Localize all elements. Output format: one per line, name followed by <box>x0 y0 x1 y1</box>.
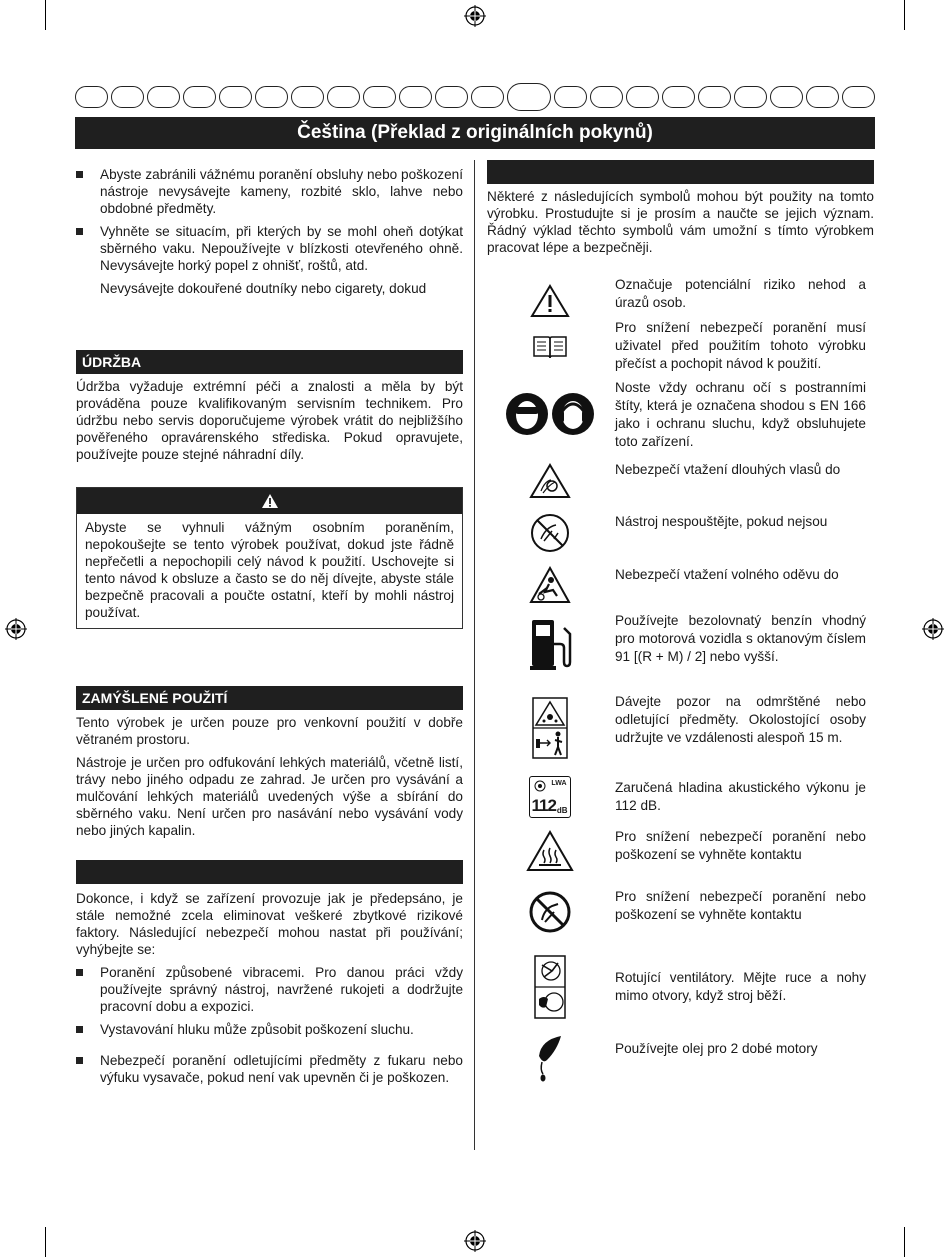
list-item <box>76 166 463 217</box>
language-tab <box>399 86 432 108</box>
language-tab <box>75 86 108 108</box>
symbol-description: Používejte bezolovnatý benzín vhodný pro motorová vozidla s oktanovým číslem 91 [(R + M) / 2] nebo vyšší. <box>615 613 866 664</box>
thrown-objects-icon <box>532 697 568 759</box>
list-item-text: Vystavování hluku může způsobit poškození sluchu. <box>100 1022 414 1037</box>
symbol-row <box>487 776 874 826</box>
symbol-row <box>487 566 874 606</box>
symbol-description: Nebezpečí vtažení volného oděvu do <box>615 567 839 582</box>
section-heading-symbols <box>487 160 874 184</box>
language-tab <box>770 86 803 108</box>
language-tab <box>590 86 623 108</box>
sound-label: LWA <box>551 780 567 787</box>
symbol-row <box>487 612 874 688</box>
residual-risks-text <box>76 890 463 1092</box>
registration-mark-icon <box>464 1230 486 1252</box>
list-item-text: Abyste zabránili vážnému poranění obsluhy nebo poškození nástroje nevysávejte kameny, rozbité sklo, lahve nebo obdobné předměty. <box>100 167 463 216</box>
language-tab <box>471 86 504 108</box>
rotating-fan-icon <box>534 955 566 1019</box>
paragraph: Dokonce, i když se zařízení provozuje jak je předepsáno, je stále nemožné zcela eliminovat veškeré zbytkové rizikové faktory. Následující nebezpečí mohou nastat při používání; vyhýbejte se: <box>76 891 463 957</box>
language-tab <box>806 86 839 108</box>
language-tab <box>662 86 695 108</box>
language-tab <box>291 86 324 108</box>
symbol-row <box>487 319 874 375</box>
crop-mark <box>45 1227 46 1257</box>
language-tabs <box>75 84 875 110</box>
symbol-description: Používejte olej pro 2 dobé motory <box>615 1041 818 1056</box>
symbol-description: Noste vždy ochranu očí s postranními štíty, která je označena shodou s EN 166 jako i ochranu sluchu, když obsluhujete toto zařízení. <box>615 380 866 449</box>
symbol-description: Dávejte pozor na odmrštěné nebo odletující předměty. Okolostojící osoby udržujte ve vzdálenosti alespoň 15 m. <box>615 694 866 745</box>
language-tab <box>363 86 396 108</box>
symbol-row <box>487 888 874 938</box>
fuel-pump-icon <box>528 616 572 672</box>
hot-surface-icon <box>526 830 574 872</box>
symbol-description: Zaručená hladina akustického výkonu je 112 dB. <box>615 780 866 813</box>
section-heading-residual-risks <box>76 860 463 884</box>
language-tab <box>435 86 468 108</box>
symbol-description: Označuje potenciální riziko nehod a úrazů osob. <box>615 277 866 310</box>
language-tab <box>554 86 587 108</box>
symbol-row <box>487 513 874 557</box>
symbol-row <box>487 693 874 769</box>
eye-ear-protection-icon <box>505 391 595 437</box>
sound-power-icon <box>529 776 571 818</box>
symbol-row <box>487 461 874 501</box>
paragraph: Některé z následujících symbolů mohou být použity na tomto výrobku. Prostudujte si je prosím a naučte se jejich význam. Řádný výklad těchto symbolů vám umožní s tímto výrobkem pracovat lépe a bezpečněji. <box>487 189 874 255</box>
list-item-text: Poranění způsobené vibracemi. Pro danou práci vždy používejte správný nástroj, navržené rukojeti a dodržujte pracovní dobu a expozici. <box>100 965 463 1014</box>
section-heading-maintenance: ÚDRŽBA <box>76 350 463 374</box>
warning-header <box>77 488 462 514</box>
symbol-description: Rotující ventilátory. Mějte ruce a nohy mimo otvory, když stroj běží. <box>615 970 866 1003</box>
intro-section <box>76 166 463 303</box>
symbol-row <box>487 828 874 878</box>
symbol-row <box>487 276 874 316</box>
symbols-intro <box>487 188 874 262</box>
symbol-row <box>487 1034 874 1084</box>
warning-box <box>76 487 463 629</box>
speaker-icon <box>533 780 547 792</box>
no-touch-icon <box>528 890 572 934</box>
registration-mark-icon <box>464 5 486 27</box>
language-tab <box>698 86 731 108</box>
list-item <box>76 223 463 274</box>
registration-mark-icon <box>5 618 27 640</box>
language-tab <box>219 86 252 108</box>
language-tab <box>734 86 767 108</box>
sound-unit: dB <box>556 806 568 815</box>
symbol-description: Pro snížení nebezpečí poranění nebo poškození se vyhněte kontaktu <box>615 829 866 862</box>
symbol-description: Nebezpečí vtažení dlouhých vlasů do <box>615 462 841 477</box>
clothing-entanglement-icon <box>529 566 571 604</box>
oil-drop-icon <box>535 1034 565 1084</box>
list-item-text: Vyhněte se situacím, při kterých by se mohl oheň dotýkat sběrného vaku. Nepoužívejte v blízkosti otevřeného ohně. Nevysávejte horký popel z ohnišť, roštů, atd. <box>100 224 463 273</box>
no-start-icon <box>530 513 570 553</box>
column-divider <box>474 160 475 1150</box>
paragraph: Nástroje je určen pro odfukování lehkých materiálů, včetně listí, trávy nebo jiného odpadu ze zahrad. Je určen pro vysávání a mulčování lehkých materiálů uvedených výše a sbírání do sběrného vaku. Není určen pro nasávání nebo vysávání vody nebo jiných kapalin. <box>76 755 463 838</box>
language-tab <box>626 86 659 108</box>
intended-use-text <box>76 714 463 845</box>
language-tab <box>147 86 180 108</box>
page-title: Čeština (Překlad z originálních pokynů) <box>75 117 875 149</box>
hair-entanglement-icon <box>529 463 571 499</box>
warning-triangle-icon <box>530 284 570 318</box>
registration-mark-icon <box>922 618 944 640</box>
symbol-description: Pro snížení nebezpečí poranění nebo poškození se vyhněte kontaktu <box>615 889 866 922</box>
symbol-description: Nástroj nespouštějte, pokud nejsou <box>615 514 828 529</box>
language-tab <box>255 86 288 108</box>
crop-mark <box>904 0 905 30</box>
list-item <box>76 1021 463 1038</box>
sound-value: 112 <box>531 796 556 815</box>
language-tab <box>327 86 360 108</box>
section-heading-intended-use: ZAMÝŠLENÉ POUŽITÍ <box>76 686 463 710</box>
language-tab <box>183 86 216 108</box>
language-tab <box>111 86 144 108</box>
paragraph: Údržba vyžaduje extrémní péči a znalosti a měla by být prováděna pouze kvalifikovaným servisním technikem. Pro údržbu nebo servis doporučujeme výrobek vrátit do nejbližšího pověřeného opravárenského střediska. Pokud opravujete, používejte pouze stejné náhradní díly. <box>76 379 463 462</box>
maintenance-text <box>76 378 463 469</box>
symbol-row <box>487 955 874 1021</box>
language-tab <box>842 86 875 108</box>
list-item <box>76 1052 463 1086</box>
symbol-description: Pro snížení nebezpečí poranění musí uživatel před použitím tohoto výrobku přečíst a pochopit návod k použití. <box>615 320 866 371</box>
crop-mark <box>904 1227 905 1257</box>
paragraph: Tento výrobek je určen pouze pro venkovní použití v dobře větraném prostoru. <box>76 715 463 747</box>
manual-book-icon <box>532 334 568 360</box>
language-tab-active <box>507 83 551 111</box>
warning-triangle-icon <box>261 493 279 509</box>
crop-mark <box>45 0 46 30</box>
list-item <box>76 964 463 1015</box>
list-item-text: Nebezpečí poranění odletujícími předměty z fukaru nebo výfuku vysavače, pokud není vak upevněn či je poškozen. <box>100 1053 463 1085</box>
symbol-row <box>487 379 874 453</box>
list-item-continuation: Nevysávejte dokouřené doutníky nebo cigarety, dokud <box>100 281 427 296</box>
warning-text: Abyste se vyhnuli vážným osobním poraněním, nepokoušejte se tento výrobek používat, dokud jste řádně nepřečetli a nepochopili celý návod k použití. Uschovejte si tento návod k obsluze a často se do něj dívejte, abyste stále bezpečně pracovali a poučte ostatní, kteří by mohli nástroj používat. <box>85 520 454 620</box>
